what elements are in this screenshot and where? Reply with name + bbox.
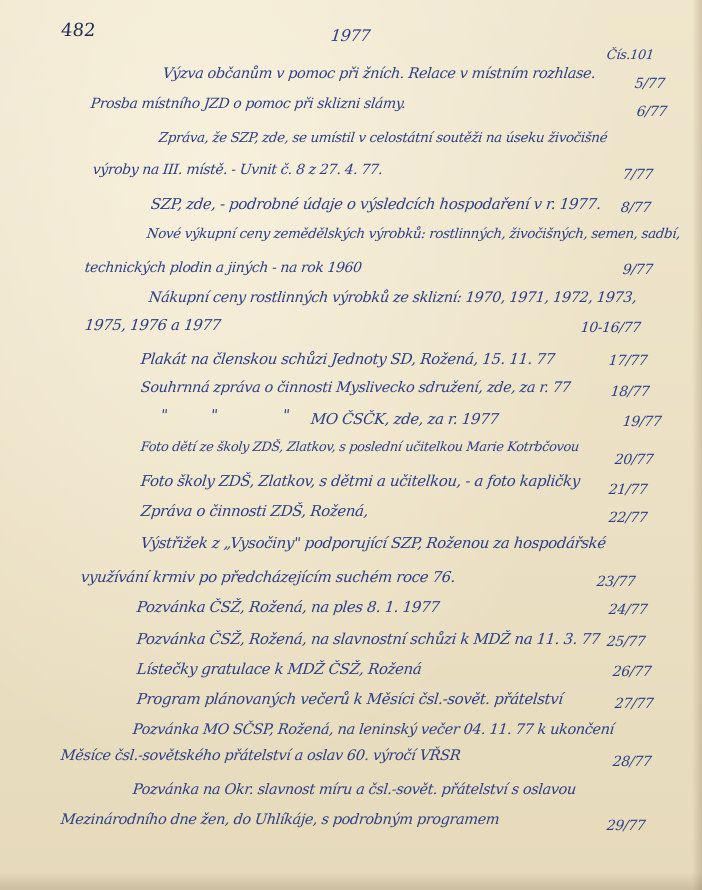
entry-number: 28/77 (612, 754, 653, 770)
entry-text-line: Program plánovaných večerů k Měsíci čsl.-sovět. přátelství (136, 690, 564, 708)
entry-text-line: technických plodin a jiných - na rok 1960 (84, 260, 363, 276)
page-number: 482 (60, 20, 97, 41)
entry-number: 6/77 (636, 104, 668, 120)
ditto-mark: " (210, 406, 219, 424)
entry-number: 20/77 (614, 452, 655, 468)
entry-text-line: Zpráva o činnosti ZDŠ, Rožená, (140, 502, 370, 520)
entry-text-line: Výzva občanům v pomoc při žních. Relace v místním rozhlase. (162, 66, 597, 82)
entry-number: 27/77 (614, 696, 655, 712)
entry-text-line: Mezinárodního dne žen, do Uhlíkáje, s podrobným programem (60, 812, 500, 828)
entry-text-line: MO ČSČK, zde, za r. 1977 (310, 410, 500, 428)
entry-text-line: Zpráva, že SZP, zde, se umístil v celostátní soutěži na úseku živočišné (158, 130, 609, 146)
entry-text-line: Nové výkupní ceny zemědělských výrobků: rostlinných, živočišných, semen, sadbí, (146, 226, 681, 242)
entry-number: 10-16/77 (580, 320, 642, 336)
entry-number: 26/77 (612, 664, 653, 680)
entry-text-line: Lístečky gratulace k MDŽ ČSŽ, Rožená (136, 660, 423, 678)
entry-text-line: Plakát na členskou schůzi Jednoty SD, Rožená, 15. 11. 77 (140, 350, 556, 368)
entry-number: 7/77 (622, 167, 654, 183)
entry-text-line: výroby na III. místě. - Uvnit č. 8 z 27. 4. 77. (92, 162, 384, 178)
entry-text-line: Foto školy ZDŠ, Zlatkov, s dětmi a učitelkou, - a foto kapličky (140, 472, 581, 490)
entry-text-line: SZP, zde, - podrobné údaje o výsledcích hospodaření v r. 1977. (150, 195, 602, 213)
ditto-mark: " (282, 406, 291, 424)
entry-number: 24/77 (608, 602, 649, 618)
entry-number: 21/77 (608, 482, 649, 498)
column-label: Čís.101 (606, 48, 655, 63)
entry-text-line: Pozvánka ČSŽ, Rožená, na ples 8. 1. 1977 (136, 598, 441, 616)
entry-text-line: Foto dětí ze školy ZDŠ, Zlatkov, s poslední učitelkou Marie Kotrbčovou (140, 440, 580, 455)
entry-text-line: využívání krmiv po předcházejícím suchém roce 76. (80, 568, 457, 586)
entry-number: 18/77 (610, 384, 651, 400)
year-heading: 1977 (330, 26, 372, 45)
entry-text-line: Měsíce čsl.-sovětského přátelství a oslav 60. výročí VŘSR (60, 748, 462, 764)
entry-number: 23/77 (596, 574, 637, 590)
entry-text-line: Pozvánka MO SČSP, Rožená, na leninský večer 04. 11. 77 k ukončení (132, 722, 615, 738)
entry-number: 9/77 (622, 262, 654, 278)
entry-number: 17/77 (608, 353, 649, 369)
entry-text-line: Prosba místního JZD o pomoc při sklizni slámy. (90, 96, 407, 112)
ditto-mark: " (160, 406, 169, 424)
entry-text-line: Souhrnná zpráva o činnosti Myslivecko sdružení, zde, za r. 77 (140, 380, 572, 396)
entry-text-line: 1975, 1976 a 1977 (84, 316, 222, 334)
entry-number: 8/77 (620, 200, 652, 216)
entry-text-line: Pozvánka na Okr. slavnost míru a čsl.-sovět. přátelství s oslavou (132, 782, 577, 798)
entry-text-line: Nákupní ceny rostlinných výrobků ze sklizní: 1970, 1971, 1972, 1973, (148, 290, 638, 306)
entry-number: 22/77 (608, 510, 649, 526)
entry-number: 19/77 (622, 414, 663, 430)
entry-number: 25/77 (606, 634, 647, 650)
entry-text-line: Pozvánka ČSŽ, Rožená, na slavnostní schůzi k MDŽ na 11. 3. 77 (136, 630, 601, 648)
entry-number: 29/77 (606, 818, 647, 834)
entry-text-line: Výstřižek z „Vysočiny" podporující SZP, Roženou za hospodářské (140, 534, 607, 552)
entry-number: 5/77 (634, 76, 666, 92)
